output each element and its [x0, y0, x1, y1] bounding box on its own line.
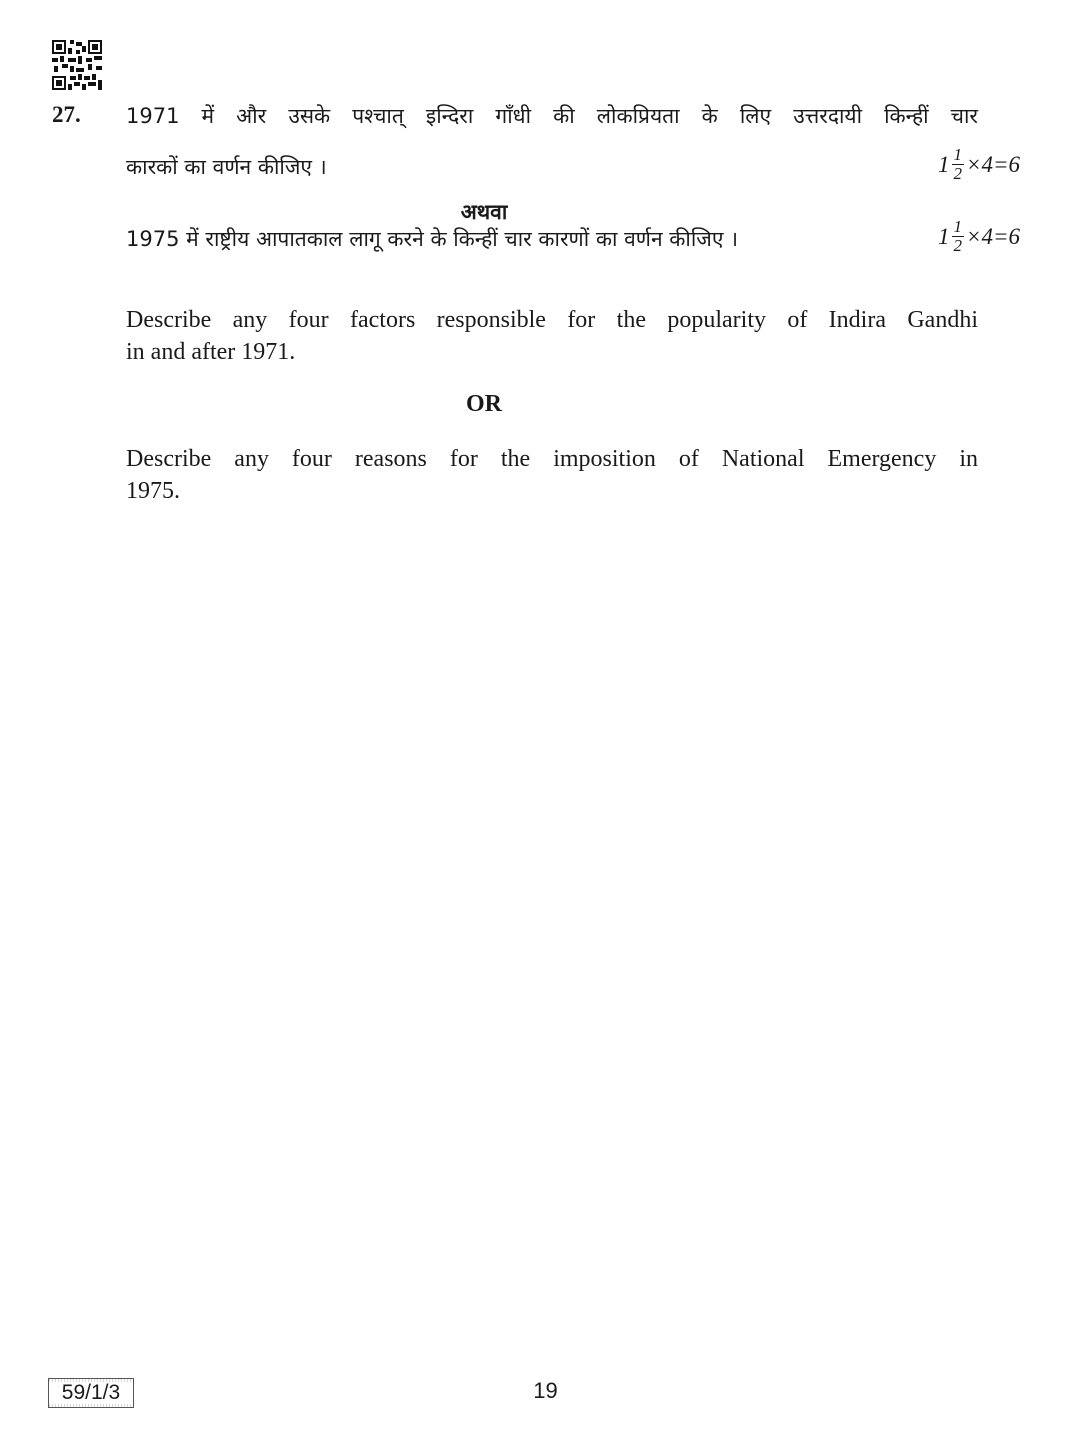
marks-numerator: 1: [953, 217, 962, 236]
marks-numerator: 1: [953, 145, 962, 164]
marks-whole: 1: [938, 151, 950, 177]
english-question-line-2: in and after 1971.: [126, 339, 296, 365]
hindi-or-separator: अथवा: [460, 200, 508, 224]
marks-rest: ×4=6: [966, 223, 1021, 249]
english-or-separator: OR: [466, 391, 502, 417]
question-number: 27.: [52, 102, 81, 127]
marks-whole: 1: [938, 223, 950, 249]
hindi-question-line-1: 1971 में और उसके पश्चात् इन्दिरा गाँधी की लोकप्रियता के लिए उत्तरदायी किन्हीं चार: [126, 104, 978, 128]
hindi-question-line-2: कारकों का वर्णन कीजिए ।: [126, 155, 327, 179]
marks-rest: ×4=6: [966, 151, 1021, 177]
page-number: 19: [533, 1378, 558, 1403]
paper-code: 59/1/3: [48, 1378, 134, 1408]
english-question-line-1: Describe any four factors responsible for the popularity of Indira Gandhi: [126, 307, 978, 333]
english-question-alternative-line-2: 1975.: [126, 478, 180, 504]
english-question-alternative-line-1: Describe any four reasons for the imposition of National Emergency in: [126, 446, 978, 472]
qr-code-icon: [52, 40, 102, 90]
marks-fraction: [952, 146, 965, 183]
marks-denominator: 2: [953, 236, 962, 255]
marks-fraction: [952, 218, 965, 255]
marks-allocation-2: [938, 218, 1020, 255]
hindi-question-alternative: 1975 में राष्ट्रीय आपातकाल लागू करने के किन्हीं चार कारणों का वर्णन कीजिए ।: [126, 227, 739, 251]
marks-denominator: 2: [953, 164, 962, 183]
marks-allocation-1: [938, 146, 1020, 183]
